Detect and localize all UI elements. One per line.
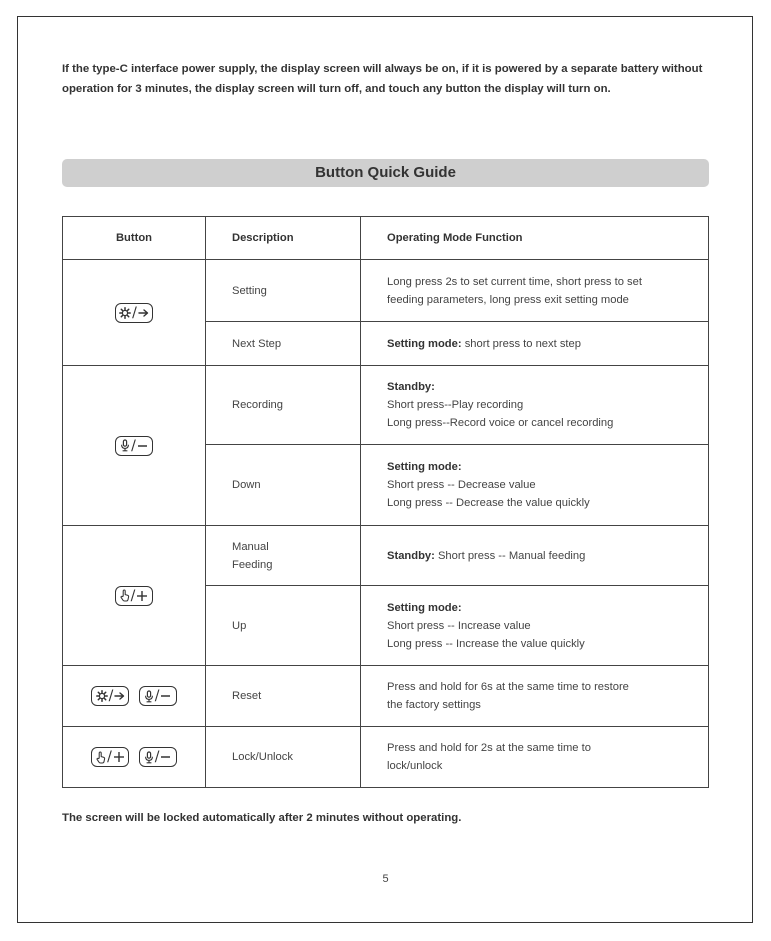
func-text: Short press -- Manual feeding: [434, 549, 586, 562]
table-row: [63, 366, 709, 445]
key-slash: /: [154, 749, 160, 765]
footnote: The screen will be locked automatically after 2 minutes without operating.: [62, 812, 462, 824]
arrow-right-icon: [138, 308, 149, 318]
hand-plus-key-icon: [91, 747, 129, 767]
setting-key-cell: [63, 260, 206, 366]
desc-setting: Setting: [206, 260, 361, 322]
lock-keys-cell: [63, 727, 206, 788]
table-row: [63, 526, 709, 586]
gear-icon: [96, 690, 108, 702]
plus-icon: [113, 751, 125, 763]
minus-icon: [160, 691, 171, 701]
table-row: [63, 260, 709, 322]
gear-arrow-key-icon: [115, 303, 153, 323]
func-line: Short press -- Increase value: [387, 619, 531, 632]
mode-label: Setting mode:: [387, 337, 462, 350]
table-row: [63, 666, 709, 727]
func-setting: [361, 260, 709, 322]
func-line: Press and hold for 2s at the same time to: [387, 742, 591, 754]
mic-minus-key-icon: [139, 747, 177, 767]
mode-label: Setting mode:: [387, 461, 462, 473]
reset-keys-cell: [63, 666, 206, 727]
key-slash: /: [154, 688, 160, 704]
func-next-step: [361, 322, 709, 366]
desc-next-step: Next Step: [206, 322, 361, 366]
func-line: Short press -- Decrease value: [387, 479, 536, 491]
func-down: [361, 445, 709, 526]
hand-icon: [96, 751, 106, 764]
func-line: lock/unlock: [387, 760, 443, 772]
key-slash: /: [132, 304, 137, 321]
button-guide-table: [62, 216, 709, 788]
minus-icon: [160, 752, 171, 762]
table-header-row: [63, 217, 709, 260]
hand-icon: [120, 589, 130, 602]
func-text: short press to next step: [461, 337, 581, 350]
desc-down: Down: [206, 445, 361, 526]
hand-plus-key-icon: [115, 586, 153, 606]
key-slash: /: [130, 587, 136, 604]
gear-icon: [119, 307, 131, 319]
mode-label: Standby:: [387, 381, 435, 393]
key-slash: /: [108, 688, 114, 704]
mic-minus-key-icon: [115, 436, 153, 456]
key-slash: /: [107, 749, 112, 765]
table-row: [63, 727, 709, 788]
func-line: Long press -- Increase the value quickly: [387, 637, 585, 650]
mode-label: Setting mode:: [387, 601, 462, 614]
arrow-right-icon: [114, 691, 125, 701]
mode-label: Standby:: [387, 549, 435, 562]
mic-minus-key-icon: [139, 686, 177, 706]
func-line: Press and hold for 6s at the same time to restore: [387, 681, 629, 693]
func-line: the factory settings: [387, 699, 481, 711]
header-button: Button: [63, 217, 206, 260]
func-setting-line: feeding parameters, long press exit setting mode: [387, 293, 629, 306]
microphone-icon: [120, 439, 130, 452]
func-reset: [361, 666, 709, 727]
func-up: [361, 586, 709, 666]
func-line: Long press--Record voice or cancel recording: [387, 417, 614, 429]
desc-recording: Recording: [206, 366, 361, 445]
func-recording: [361, 366, 709, 445]
desc-lock-unlock: Lock/Unlock: [206, 727, 361, 788]
desc-reset: Reset: [206, 666, 361, 727]
intro-paragraph: If the type-C interface power supply, the display screen will always be on, if it is powered by a separate battery without operation for 3 minutes, the display screen will turn off, and touch any button the display will turn on.: [62, 63, 703, 95]
key-slash: /: [131, 437, 136, 454]
microphone-icon: [144, 751, 154, 764]
feed-key-cell: [63, 526, 206, 666]
func-manual-feeding: [361, 526, 709, 586]
desc-line: Feeding: [232, 558, 273, 571]
func-line: Long press -- Decrease the value quickly: [387, 497, 590, 509]
microphone-icon: [144, 690, 154, 703]
gear-arrow-key-icon: [91, 686, 129, 706]
desc-up: Up: [206, 586, 361, 666]
func-line: Short press--Play recording: [387, 399, 524, 411]
header-description: Description: [206, 217, 361, 260]
section-banner: Button Quick Guide: [62, 159, 709, 187]
desc-line: Manual: [232, 540, 269, 553]
desc-manual-feeding: [206, 526, 361, 586]
func-setting-line: Long press 2s to set current time, short press to set: [387, 275, 642, 288]
record-key-cell: [63, 366, 206, 526]
page-number: 5: [382, 873, 389, 885]
plus-icon: [136, 590, 148, 602]
minus-icon: [137, 441, 148, 451]
header-function: Operating Mode Function: [361, 217, 709, 260]
func-lock-unlock: [361, 727, 709, 788]
